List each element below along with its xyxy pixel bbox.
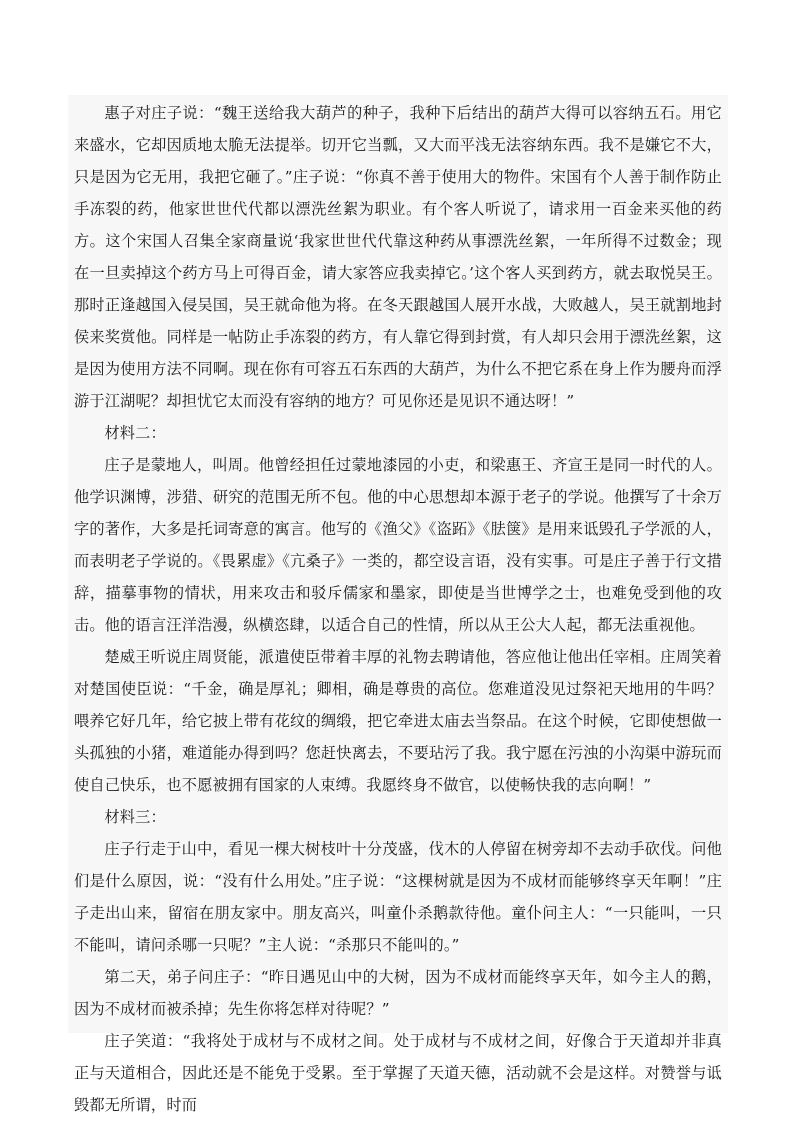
paragraph-zhuangzi-answer: 庄子笑道：“我将处于成材与不成材之间。处于成材与不成材之间，好像合于天道却并非真正与天道相合，因此还是不能免于受累。至于掌握了天道天德，活动就不会是这样。对赞誉与诋毁都无所谓，时而 [74, 1032, 722, 1114]
paragraph-zhuangzi-biography: 庄子是蒙地人，叫周。他曾经担任过蒙地漆园的小吏，和梁惠王、齐宣王是同一时代的人。他学识渊博，涉猎、研究的范围无所不包。他的中心思想却本源于老子的学说。他撰写了十余万字的著作，大多是托词寄意的寓言。他写的《渔父》《盗跖》《胠箧》是用来诋毁孔子学派的人，而表明老子学说的。《畏累虚》《亢桑子》一类的，都空设言语，没有实事。可是庄子善于行文措辞，描摹事物的情状，用来攻击和驳斥儒家和墨家，即使是当世博学之士，也难免受到他的攻击。他的语言汪洋浩漫，纵横恣肆，以适合自己的性情，所以从王公大人起，都无法重视他。 [74, 456, 722, 634]
section-label-material-two: 材料二： [104, 424, 166, 442]
paragraph-huizi-gourd: 惠子对庄子说：“魏王送给我大葫芦的种子，我种下后结出的葫芦大得可以容纳五石。用它来盛水，它却因质地太脆无法提举。切开它当瓢，又大而平浅无法容纳东西。我不是嫌它不大，只是因为它无用，我把它砸了。”庄子说：“你真不善于使用大的物件。宋国有个人善于制作防止手冻裂的药，他家世世代代都以漂洗丝絮为职业。有个客人听说了，请求用一百金来买他的药方。这个宋国人召集全家商量说‘我家世世代代靠这种药从事漂洗丝絮，一年所得不过数金；现在一旦卖掉这个药方马上可得百金，请大家答应我卖掉它。’这个客人买到药方，就去取悦吴王。那时正逢越国入侵吴国，吴王就命他为将。在冬天跟越国人展开水战，大败越人，吴王就割地封侯来奖赏他。同样是一帖防止手冻裂的药方，有人靠它得到封赏，有人却只会用于漂洗丝絮，这是因为使用方法不同啊。现在你有可容五石东西的大葫芦，为什么不把它系在身上作为腰舟而浮游于江湖呢？却担忧它太而没有容纳的地方？可见你还是见识不通达呀！” [74, 104, 722, 410]
document-body [68, 95, 728, 1121]
document-page [68, 95, 728, 1114]
paragraph-tree-and-goose: 庄子行走于山中，看见一棵大树枝叶十分茂盛，伐木的人停留在树旁却不去动手砍伐。问他们是什么原因，说：“没有什么用处。”庄子说：“这棵树就是因为不成材而能够终享天年啊！”庄子走出山来，留宿在朋友家中。朋友高兴，叫童仆杀鹅款待他。童仆问主人：“一只能叫，一只不能叫，请问杀哪一只呢？”主人说：“杀那只不能叫的。” [74, 840, 722, 954]
section-label-material-three: 材料三： [104, 808, 166, 826]
paragraph-disciple-question: 第二天，弟子问庄子：“昨日遇见山中的大树，因为不成材而能终享天年，如今主人的鹅，因为不成材而被杀掉；先生你将怎样对待呢？” [74, 968, 722, 1018]
paragraph-chu-king-invitation: 楚威王听说庄周贤能，派遣使臣带着丰厚的礼物去聘请他，答应他让他出任宰相。庄周笑着对楚国使臣说：“千金，确是厚礼；卿相，确是尊贵的高位。您难道没见过祭祀天地用的牛吗？喂养它好几年，给它披上带有花纹的绸缎，把它牵进太庙去当祭品。在这个时候，它即使想做一头孤独的小猪，难道能办得到吗？您赶快离去，不要玷污了我。我宁愿在污浊的小沟渠中游玩而使自己快乐，也不愿被拥有国家的人束缚。我愿终身不做官，以使畅快我的志向啊！” [74, 648, 722, 794]
